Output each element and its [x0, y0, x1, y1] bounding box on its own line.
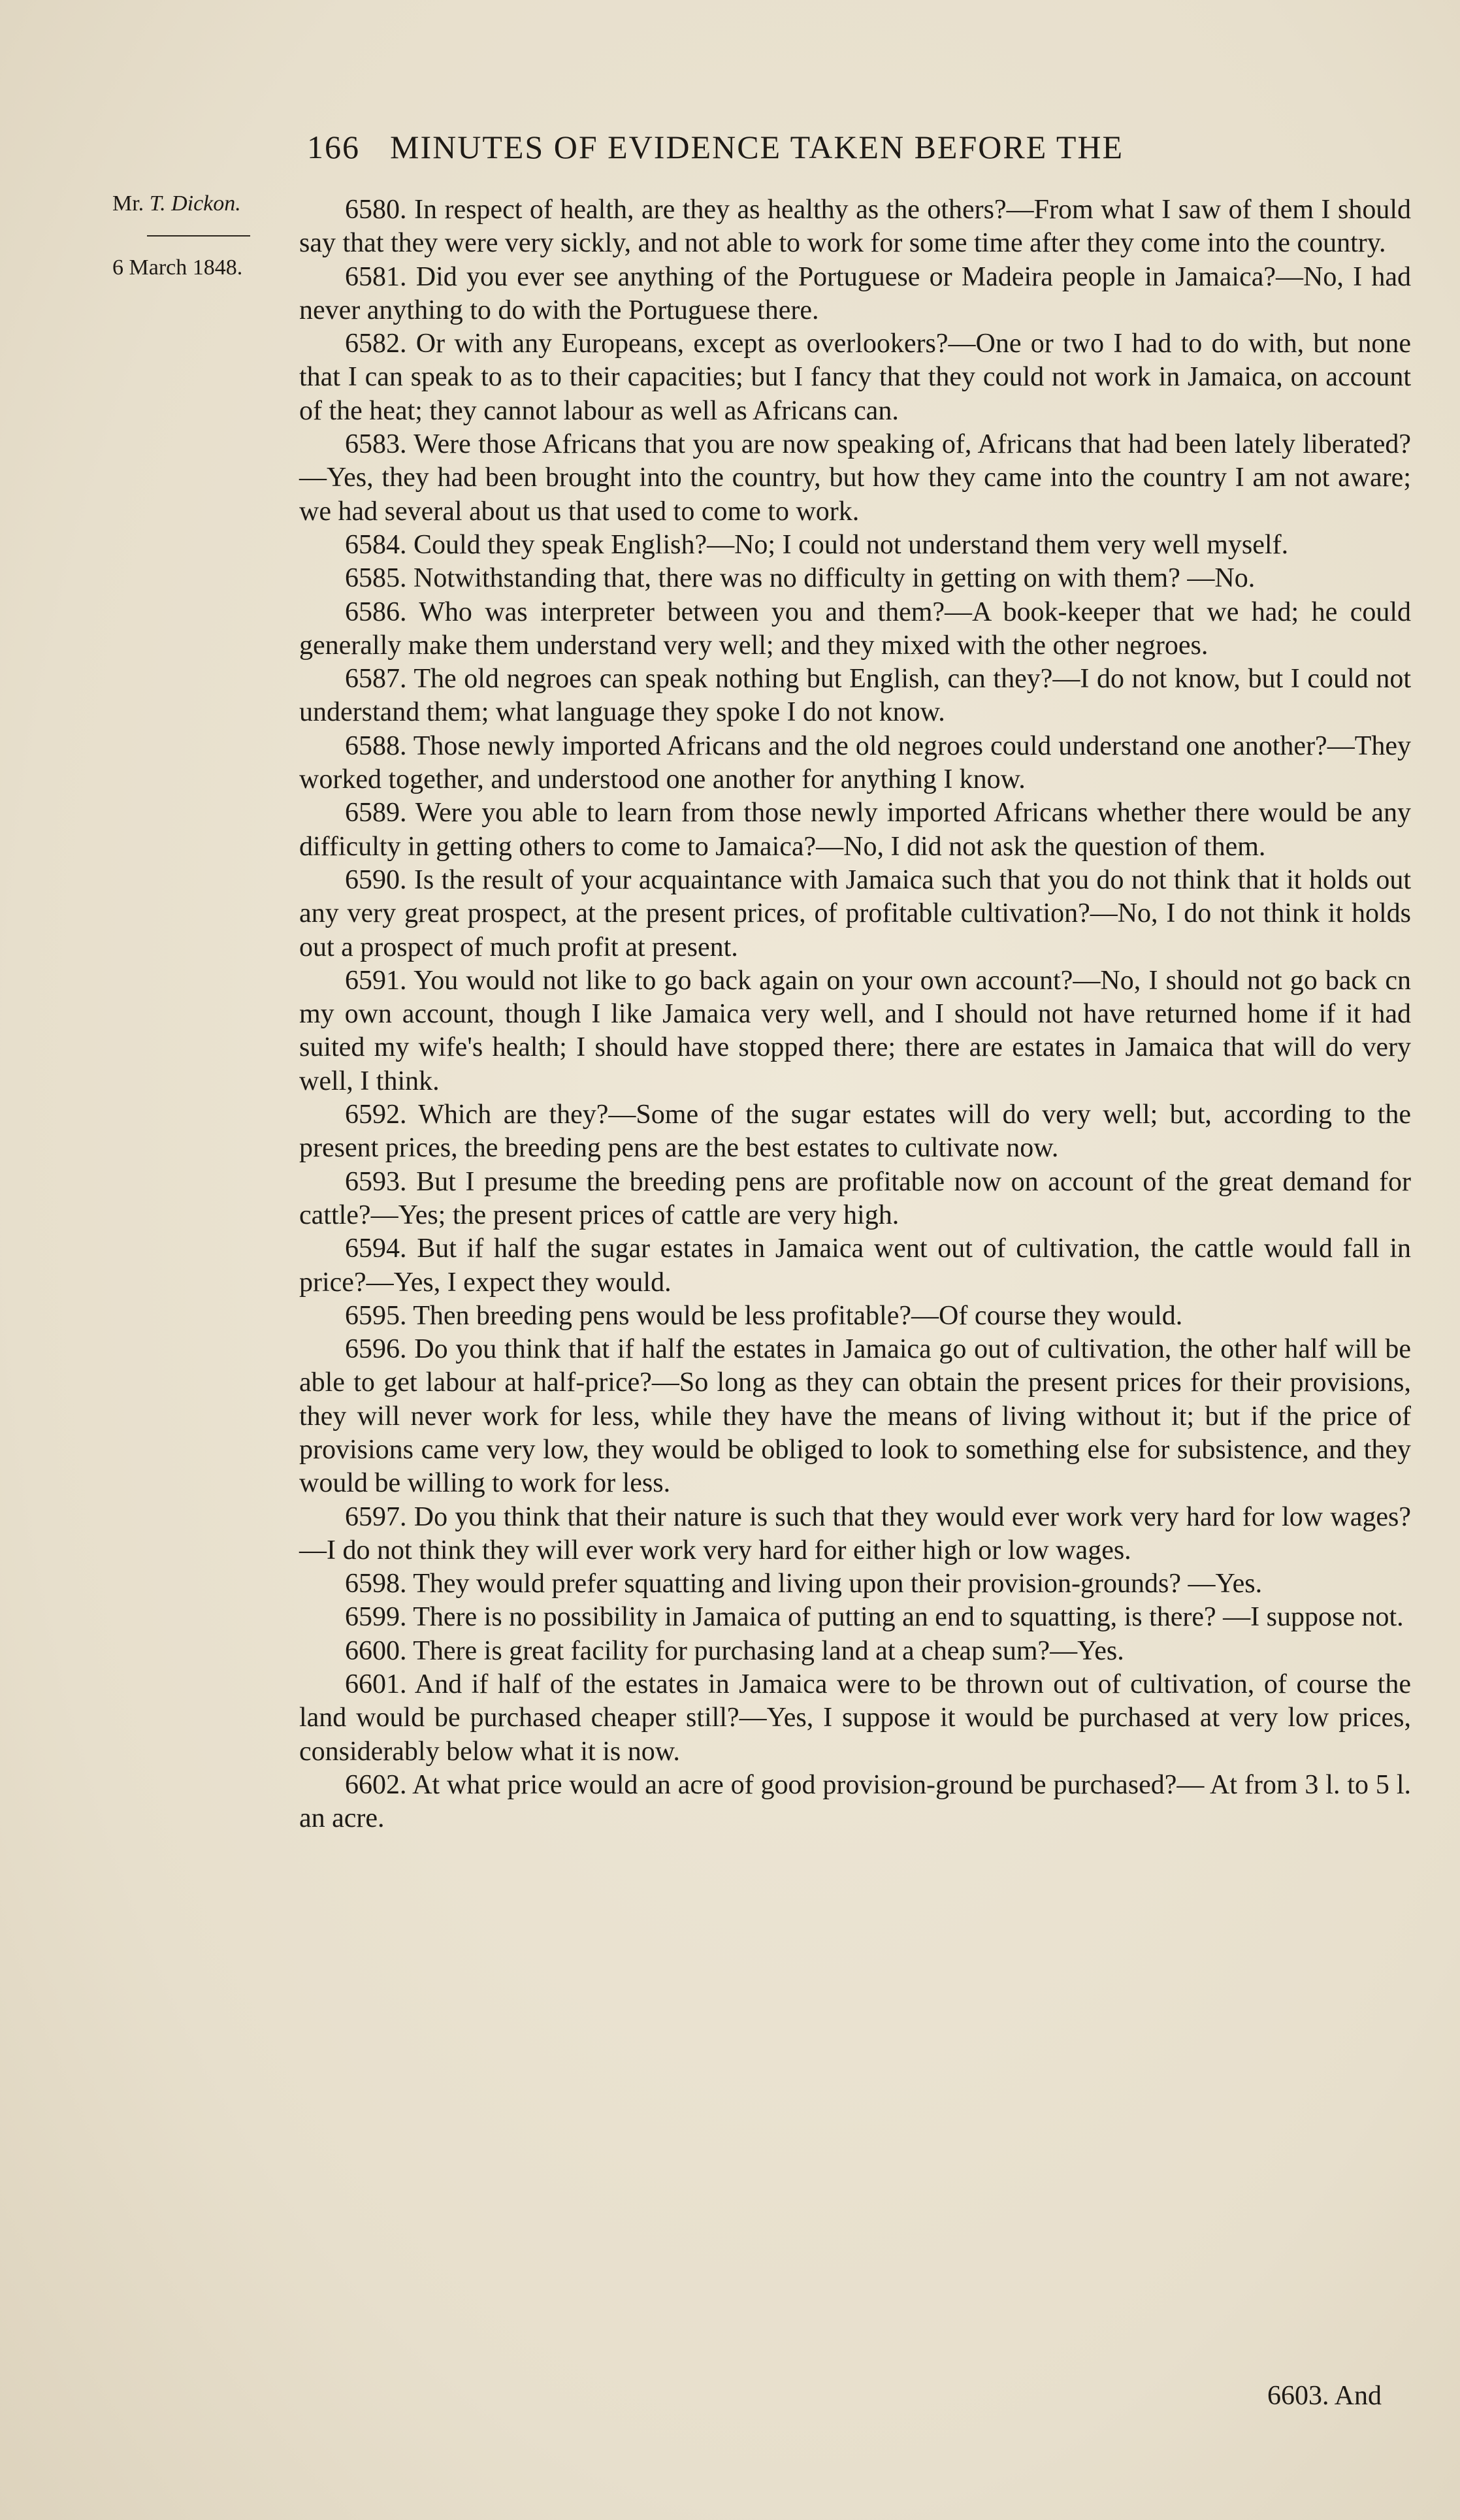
paragraph-6586: 6586. Who was interpreter between you and them?—A book-keeper that we had; he could generally make them understand very well; and they mixed with the other negroes. — [299, 597, 1411, 661]
paragraph-6582: 6582. Or with any Europeans, except as overlookers?—One or two I had to do with, but none that I can speak to as to their capacities; but I fancy that they could not work in Jamaica, on account of the heat; they cannot labour as well as Africans can. — [299, 329, 1411, 426]
paragraph-6593: 6593. But I presume the breeding pens are profitable now on account of the great demand for cattle?—Yes; the present prices of cattle are very high. — [299, 1166, 1411, 1230]
page-header — [307, 124, 1404, 170]
paragraph-6599: 6599. There is no possibility in Jamaica of putting an end to squatting, is there? —I suppose not. — [345, 1602, 1404, 1633]
evidence-body — [299, 193, 1411, 1836]
paragraph-6594: 6594. But if half the sugar estates in Jamaica went out of cultivation, the cattle would fall in price?—Yes, I expect they would. — [299, 1234, 1411, 1298]
paragraph-6583: 6583. Were those Africans that you are now speaking of, Africans that had been lately liberated?—Yes, they had been brought into the country, but how they came into the country I am not aware; we had several about us that used to come to work. — [299, 429, 1411, 527]
paragraph-6585: 6585. Notwithstanding that, there was no difficulty in getting on with them? —No. — [345, 563, 1256, 594]
paragraph-6588: 6588. Those newly imported Africans and the old negroes could understand one another?—They worked together, and understood one another for anything I know. — [299, 730, 1411, 795]
witness-prefix: Mr. — [112, 191, 144, 216]
paragraph-6596: 6596. Do you think that if half the estates in Jamaica go out of cultivation, the other half will be able to get labour at half-price?—So long as they can obtain the present prices for their provisions, they will never work for less, while they have the means of living without it; but if the price of provisions came very low, they would be obliged to look to something else for subsistence, and they would be willing to work for less. — [299, 1334, 1411, 1499]
paragraph-6590: 6590. Is the result of your acquaintance with Jamaica such that you do not think that it holds out any very great prospect, at the present prices, of profitable cultivation?—No, I do not think it holds out a prospect of much profit at present. — [299, 864, 1411, 962]
paragraph-6598: 6598. They would prefer squatting and living upon their provision-grounds? —Yes. — [345, 1569, 1263, 1599]
paragraph-6601: 6601. And if half of the estates in Jamaica were to be thrown out of cultivation, of course the land would be purchased cheaper still?—Yes, I suppose it would be purchased at very low prices, considerably below what it is now. — [299, 1669, 1411, 1767]
evidence-date: 6 March 1848. — [112, 255, 243, 280]
paragraph-6587: 6587. The old negroes can speak nothing but English, can they?—I do not know, but I could not understand them; what language they spoke I do not know. — [299, 664, 1411, 728]
paragraph-6591: 6591. You would not like to go back again on your own account?—No, I should not go back cn my own account, though I like Jamaica very well, and I should not have returned home if it had suited my wife's health; I should have stopped there; there are estates in Jamaica that will do very well, I think. — [299, 965, 1411, 1096]
paragraph-6589: 6589. Were you able to learn from those newly imported Africans whether there would be any difficulty in getting others to come to Jamaica?—No, I did not ask the question of them. — [299, 798, 1411, 862]
margin-divider — [147, 235, 250, 237]
witness-surname: T. Dickon. — [149, 191, 241, 216]
running-title: MINUTES OF EVIDENCE TAKEN BEFORE THE — [390, 129, 1124, 165]
paragraph-6584: 6584. Could they speak English?—No; I could not understand them very well myself. — [345, 529, 1289, 560]
page-number: 166 — [307, 129, 360, 165]
paragraph-6602: 6602. At what price would an acre of good provision-ground be purchased?— At from 3 l. to 5 l. an acre. — [299, 1769, 1411, 1834]
paragraph-6597: 6597. Do you think that their nature is such that they would ever work very hard for low wages?—I do not think they will ever work very hard for either high or low wages. — [299, 1501, 1411, 1565]
paragraph-6580: 6580. In respect of health, are they as healthy as the others?—From what I saw of them I should say that they were very sickly, and not able to work for some time after they come into the country. — [299, 195, 1411, 259]
paragraph-6595: 6595. Then breeding pens would be less profitable?—Of course they would. — [345, 1300, 1183, 1331]
catchword: 6603. And — [1267, 2381, 1382, 2411]
paragraph-6600: 6600. There is great facility for purchasing land at a cheap sum?—Yes. — [345, 1635, 1124, 1666]
paragraph-6581: 6581. Did you ever see anything of the Portuguese or Madeira people in Jamaica?—No, I had never anything to do with the Portuguese there. — [299, 261, 1411, 325]
paragraph-6592: 6592. Which are they?—Some of the sugar estates will do very well; but, according to the present prices, the breeding pens are the best estates to cultivate now. — [299, 1100, 1411, 1164]
witness-name — [112, 189, 241, 218]
